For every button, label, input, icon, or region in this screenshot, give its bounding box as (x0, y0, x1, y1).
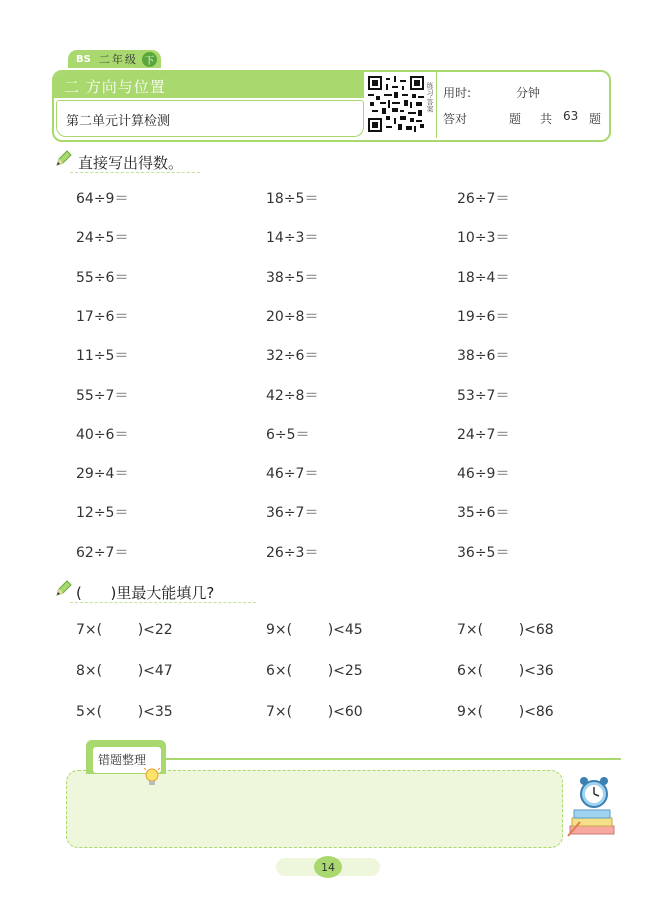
section2-underline (70, 602, 256, 603)
division-problem: 42÷8＝ (266, 387, 319, 404)
qr-caption: 练习·答案 (426, 82, 434, 113)
division-problem: 14÷3＝ (266, 230, 319, 247)
meta-box (436, 72, 608, 138)
correct-unit: 题 (509, 112, 522, 126)
grade-label: 二年级 (98, 53, 138, 66)
division-problem: 20÷8＝ (266, 308, 319, 325)
division-problem: 53÷7＝ (457, 387, 510, 404)
division-problem: 24÷7＝ (457, 426, 510, 443)
lightbulb-icon (142, 766, 162, 790)
division-problem: 19÷6＝ (457, 308, 510, 325)
inequality-problem: 6×( )<25 (266, 663, 363, 679)
pencil-icon (54, 580, 72, 598)
section2-title: ( )里最大能填几? (76, 584, 215, 602)
inequality-problem: 8×( )<47 (76, 663, 173, 679)
division-problem: 64÷9＝ (76, 191, 129, 207)
unit-title: 第二单元计算检测 (66, 114, 171, 129)
inequality-problem: 6×( )<36 (457, 663, 554, 679)
grade-tag (68, 50, 161, 68)
pencil-icon (54, 150, 72, 168)
inequality-problem: 9×( )<86 (457, 704, 554, 720)
division-problem: 38÷6＝ (457, 348, 510, 365)
error-box-rule (166, 758, 621, 760)
division-problem: 12÷5＝ (76, 505, 129, 522)
semester-badge: 下 (142, 52, 157, 67)
division-problem: 55÷7＝ (76, 387, 129, 404)
division-problem: 36÷7＝ (266, 505, 319, 522)
division-problem: 11÷5＝ (76, 348, 129, 365)
division-problem: 62÷7＝ (76, 544, 129, 561)
total-unit: 题 (589, 112, 602, 126)
inequality-problem: 5×( )<35 (76, 704, 173, 720)
total-label: 共 (540, 112, 553, 126)
division-problem: 6÷5＝ (266, 426, 310, 443)
division-problem: 32÷6＝ (266, 348, 319, 365)
error-notes-area[interactable] (66, 770, 563, 848)
inequality-problem: 7×( )<68 (457, 622, 554, 638)
division-problem: 26÷7＝ (457, 191, 510, 207)
time-label: 用时: (443, 86, 472, 100)
alarm-clock-books-icon (566, 776, 618, 842)
division-problem: 29÷4＝ (76, 466, 129, 483)
division-problem: 36÷5＝ (457, 544, 510, 561)
inequality-problem: 9×( )<45 (266, 622, 363, 638)
correct-label: 答对 (443, 112, 468, 126)
qr-code-icon[interactable] (368, 76, 424, 132)
page-number: 14 (314, 856, 342, 878)
total-count: 63 (563, 109, 579, 123)
division-problem: 24÷5＝ (76, 230, 129, 247)
edition-label: BS (76, 53, 91, 65)
division-problem: 55÷6＝ (76, 269, 129, 286)
division-problem: 17÷6＝ (76, 308, 129, 325)
division-problem: 46÷9＝ (457, 466, 510, 483)
chapter-title: 二 方向与位置 (64, 78, 166, 96)
division-problem: 40÷6＝ (76, 426, 129, 443)
division-problem: 18÷5＝ (266, 191, 319, 207)
section1-title: 直接写出得数。 (78, 154, 184, 172)
division-problem: 26÷3＝ (266, 544, 319, 561)
division-problem: 38÷5＝ (266, 269, 319, 286)
division-problem: 10÷3＝ (457, 230, 510, 247)
time-unit: 分钟 (516, 86, 541, 100)
division-problem: 18÷4＝ (457, 269, 510, 286)
inequality-problem: 7×( )<22 (76, 622, 173, 638)
division-problem: 35÷6＝ (457, 505, 510, 522)
section1-underline (70, 172, 200, 173)
inequality-problem: 7×( )<60 (266, 704, 363, 720)
error-label: 错题整理 (98, 753, 147, 767)
division-problem: 46÷7＝ (266, 466, 319, 483)
